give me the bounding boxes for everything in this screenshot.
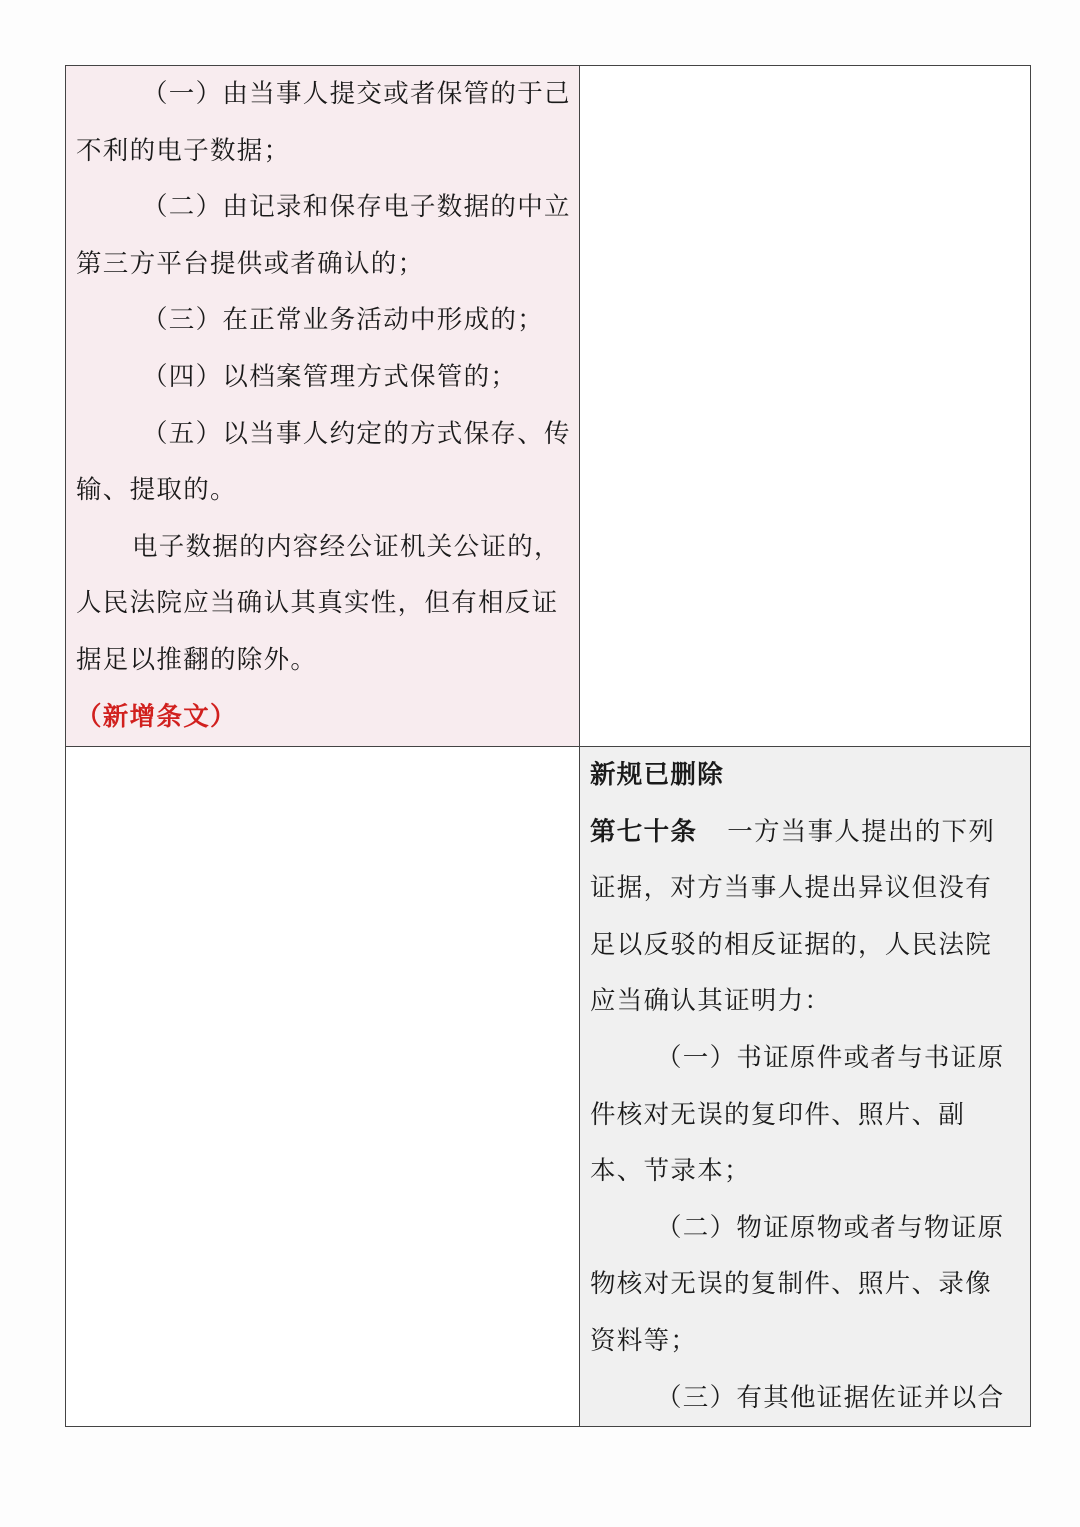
clause-line: 资料等； <box>590 1325 698 1356</box>
clause-line: （三）在正常业务活动中形成的； <box>142 305 545 336</box>
new-rule-cell-empty <box>66 747 580 1426</box>
old-rule-cell-empty <box>580 66 1030 747</box>
article-label: 第七十条 <box>590 816 698 847</box>
clause-line: （二）由记录和保存电子数据的中立 <box>142 192 571 223</box>
clause-line: （一）书证原件或者与书证原 <box>656 1042 1005 1073</box>
article-line <box>590 804 1016 861</box>
clause-line: （五）以当事人约定的方式保存、传 <box>142 418 571 449</box>
clause-line: （二）物证原物或者与物证原 <box>656 1212 1005 1243</box>
clause-line: 第三方平台提供或者确认的； <box>76 248 425 279</box>
old-rule-cell <box>580 747 1030 1426</box>
clause-line: （三）有其他证据佐证并以合 <box>656 1382 1005 1413</box>
clause-line: 一方当事人提出的下列 <box>727 816 996 847</box>
new-rule-cell <box>66 66 580 747</box>
clause-line: 物核对无误的复制件、照片、录像 <box>590 1269 993 1300</box>
old-rule-text <box>590 747 1016 1426</box>
clause-line: 件核对无误的复印件、照片、副 <box>590 1099 966 1130</box>
clause-line: 人民法院应当确认其真实性，但有相反证 <box>76 588 559 619</box>
clause-line: 应当确认其证明力： <box>590 986 832 1017</box>
new-rule-text <box>76 66 571 745</box>
clause-line: 足以反驳的相反证据的，人民法院 <box>590 929 993 960</box>
clause-line: 据足以推翻的除外。 <box>76 644 318 675</box>
clause-line: 证据，对方当事人提出异议但没有 <box>590 873 993 904</box>
clause-line: 不利的电子数据； <box>76 135 291 166</box>
deleted-heading: 新规已删除 <box>590 760 725 790</box>
clause-line: （一）由当事人提交或者保管的于己 <box>142 79 571 109</box>
clause-line: 本、节录本； <box>590 1156 751 1187</box>
comparison-table <box>65 65 1031 1427</box>
clause-line: 电子数据的内容经公证机关公证的， <box>132 531 561 562</box>
new-article-note: （新增条文） <box>76 701 237 732</box>
clause-line: （四）以档案管理方式保管的； <box>142 361 518 392</box>
clause-line: 输、提取的。 <box>76 475 237 506</box>
